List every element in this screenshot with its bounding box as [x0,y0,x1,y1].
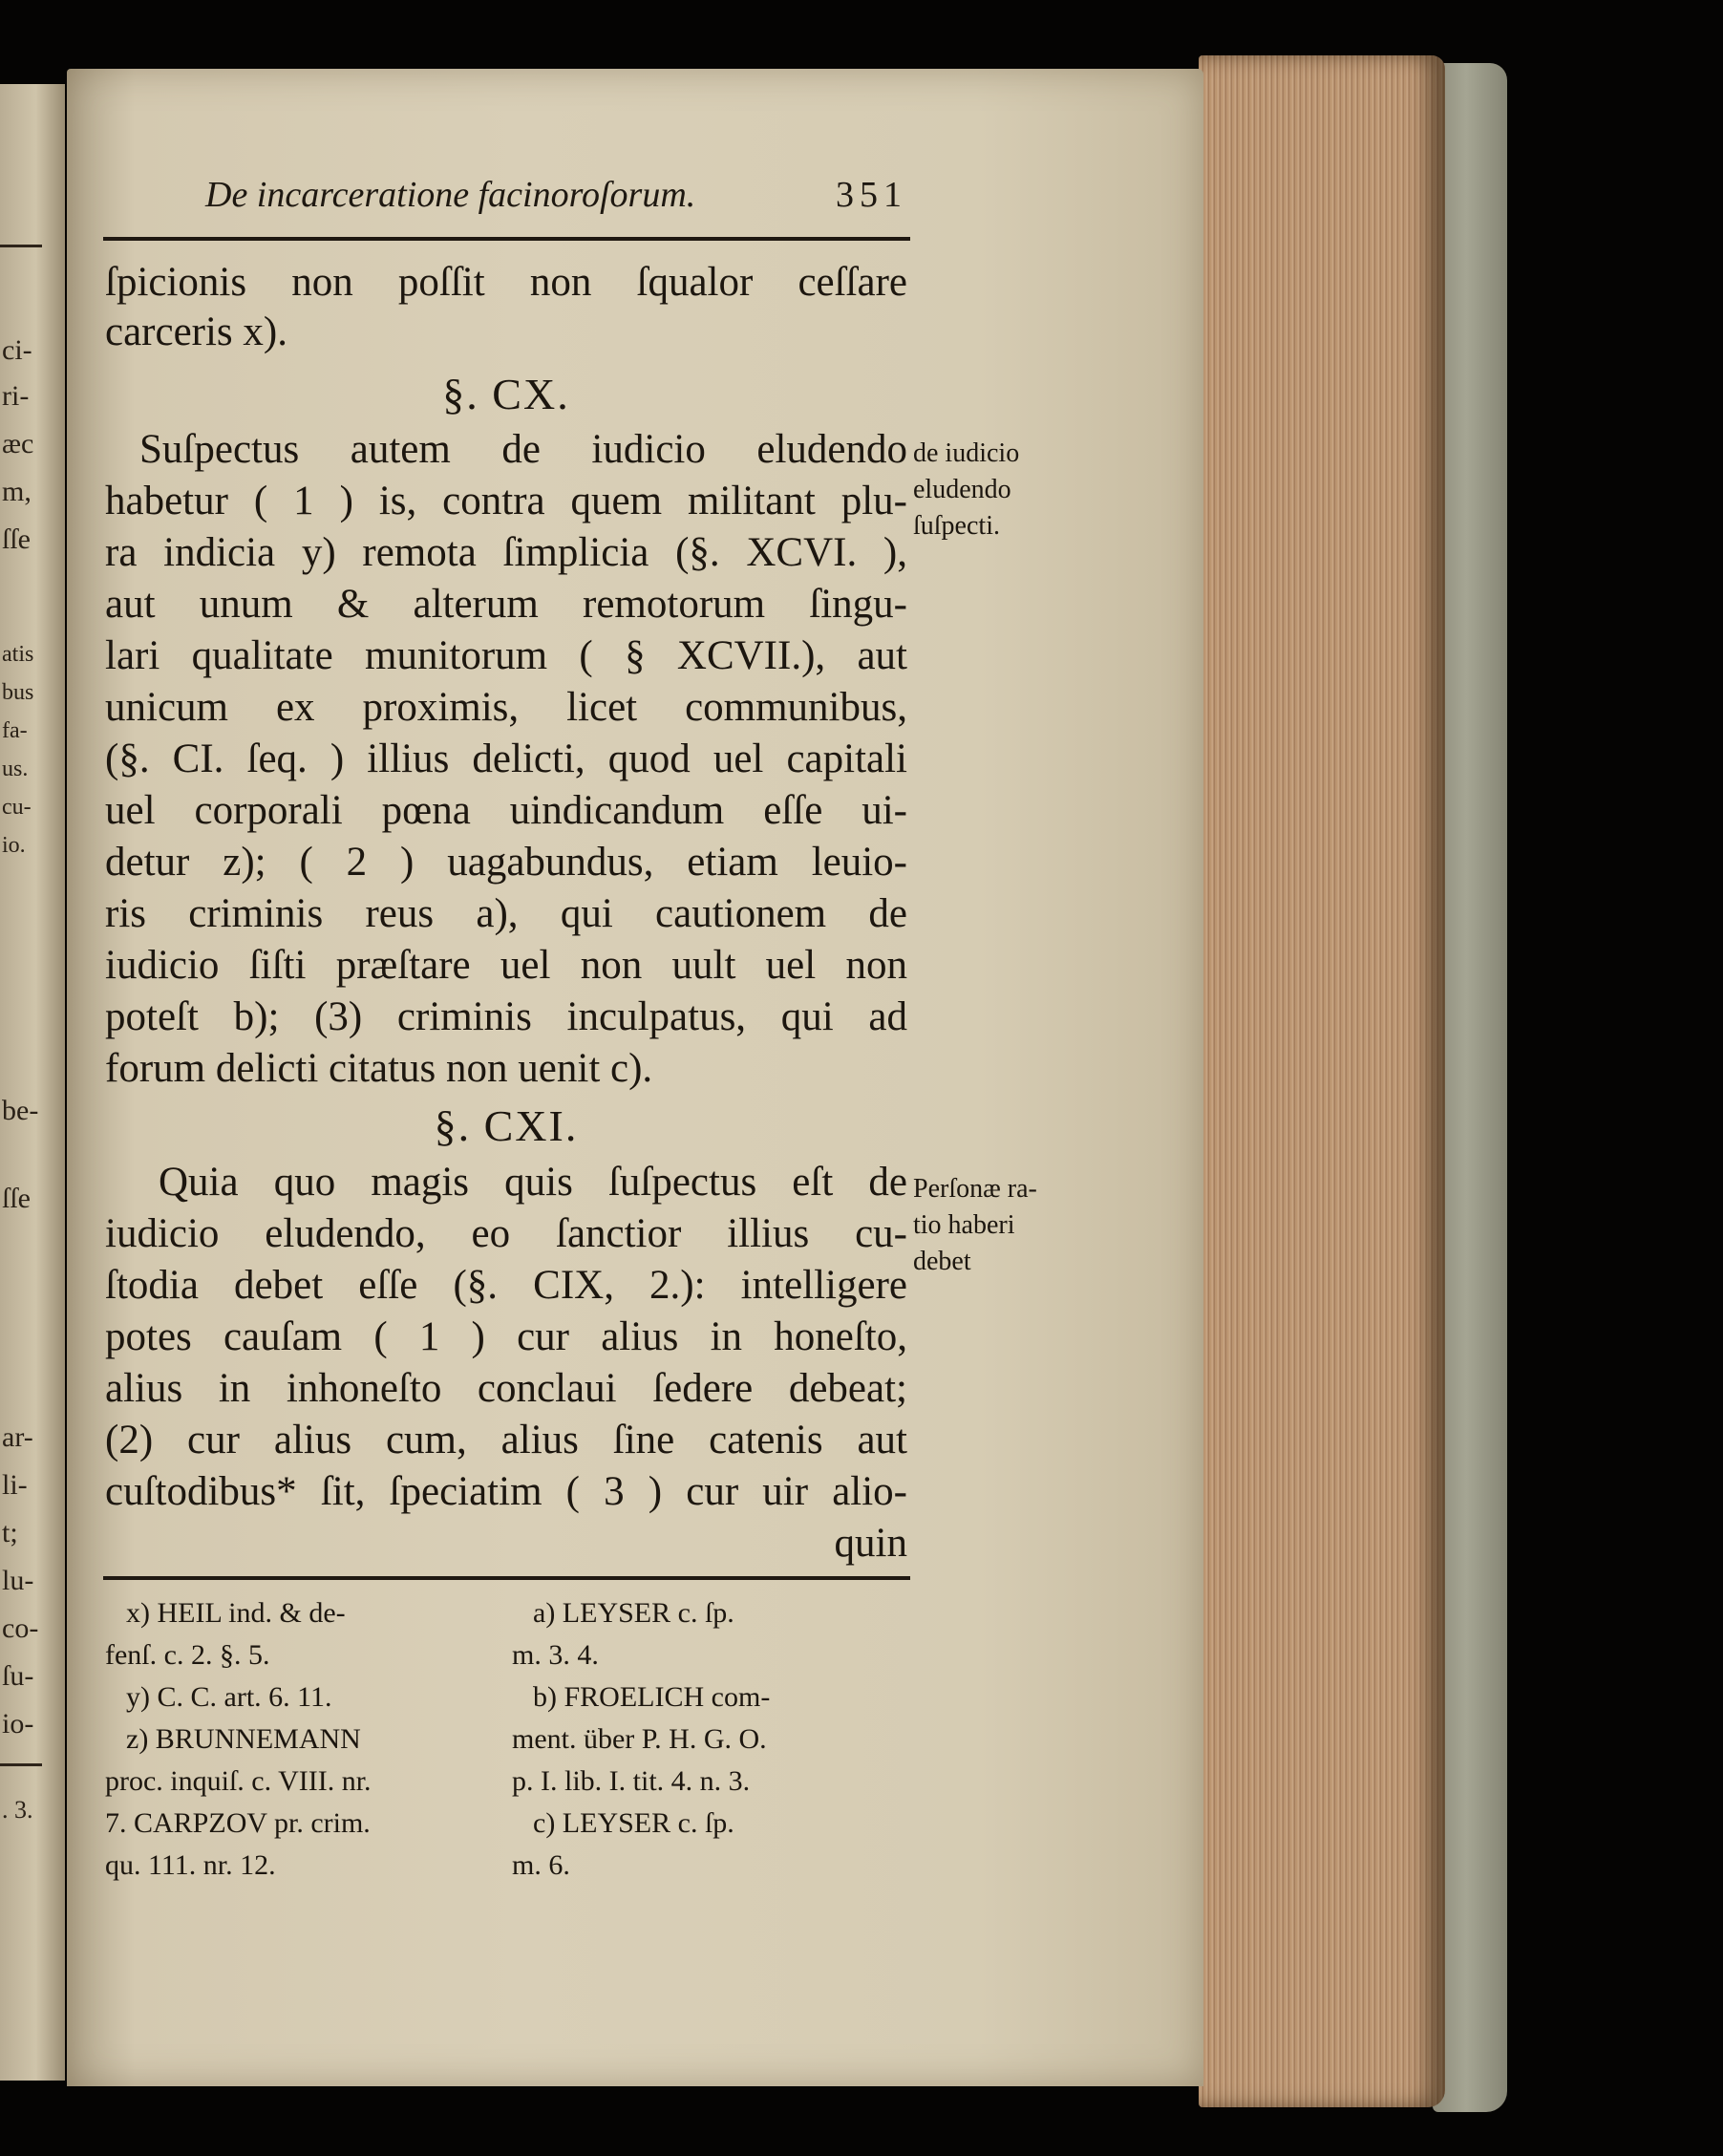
running-title: De incarceratione facinoroſorum. [205,175,696,215]
footnote-line: a) LEYSER c. ſp. [533,1597,734,1629]
footnote-line: x) HEIL ind. & de- [126,1597,346,1629]
margin-note: Perſonæ ra- [913,1174,1037,1204]
previous-page-fragment: m, [2,476,32,507]
text-line: aut unum & alterum remotorum ſingu- [105,582,907,627]
previous-page-fragment: t; [2,1517,18,1548]
footnote-rule [103,1576,910,1580]
header-rule [103,237,910,241]
previous-page-fragment: ar- [2,1421,33,1453]
text-line: Suſpectus autem de iudicio eludendo [139,427,907,472]
page-number: 351 [836,175,907,215]
footnote-line: b) FROELICH com- [533,1681,771,1713]
previous-page-fragment: atis [2,642,34,667]
footnote-line: m. 3. 4. [512,1639,599,1671]
footnote-line: m. 6. [512,1849,570,1881]
margin-note: ſuſpecti. [913,511,1000,541]
previous-page-fragment: li- [2,1469,28,1501]
text-line: ris criminis reus a), qui cautionem de [105,891,907,936]
text-line: uel corporali pœna uindicandum eſſe ui- [105,788,907,833]
catchword: quin [834,1521,907,1566]
footnote-line: fenſ. c. 2. §. 5. [105,1639,270,1671]
margin-note: tio haberi [913,1210,1015,1240]
section-heading: §. CXI. [434,1101,579,1150]
footnote-line: qu. 111. nr. 12. [105,1849,276,1881]
text-line: cuſtodibus* ſit, ſpeciatim ( 3 ) cur uir alio- [105,1469,907,1514]
text-line: iudicio eludendo, eo ſanctior illius cu- [105,1211,907,1256]
footnote-line: z) BRUNNEMANN [126,1723,361,1755]
previous-page-rule [0,1763,42,1766]
previous-page-fragment: ci- [2,334,32,366]
text-line: Quia quo magis quis ſuſpectus eſt de [159,1160,907,1205]
text-line: carceris x). [105,310,287,354]
margin-note: eludendo [913,475,1011,504]
text-line: (§. CI. ſeq. ) illius delicti, quod uel capitali [105,736,907,781]
text-line: ra indicia y) remota ſimplicia (§. XCVI. ), [105,530,907,575]
section-heading: §. CX. [442,370,570,418]
previous-page-fragment: co- [2,1612,39,1644]
footnote-line: ment. über P. H. G. O. [512,1723,767,1755]
footnote-line: 7. CARPZOV pr. crim. [105,1807,371,1839]
text-line: lari qualitate munitorum ( § XCVII.), aut [105,633,907,678]
previous-page-fragment: io. [2,833,26,858]
text-line: ſtodia debet eſſe (§. CIX, 2.): intelligere [105,1263,907,1308]
previous-page-fragment: . 3. [2,1796,33,1824]
previous-page-fragment: ſſe [2,523,31,555]
previous-page-fragment: æc [2,428,34,459]
previous-page-fragment: ſſe [2,1183,31,1214]
previous-page-fragment: ſu- [2,1660,34,1692]
margin-note: de iudicio [913,438,1020,468]
margin-note: debet [913,1247,971,1276]
running-head [205,174,907,222]
previous-page-fragment: ri- [2,380,30,412]
footnote-line: c) LEYSER c. ſp. [533,1807,734,1839]
text-line: detur z); ( 2 ) uagabundus, etiam leuio- [105,840,907,885]
book-page-edges [1199,55,1445,2107]
previous-page-fragment: be- [2,1095,39,1126]
footnote-line: proc. inquiſ. c. VIII. nr. [105,1765,372,1797]
text-line: poteſt b); (3) criminis inculpatus, qui ad [105,994,907,1039]
footnote-line: y) C. C. art. 6. 11. [126,1681,332,1713]
text-line: alius in inhoneſto conclaui ſedere debeat; [105,1366,907,1411]
text-line: habetur ( 1 ) is, contra quem militant plu- [105,479,907,523]
previous-page-rule [0,245,42,247]
previous-page-edge [0,84,65,2081]
previous-page-fragment: lu- [2,1565,34,1596]
previous-page-fragment: bus [2,680,34,705]
text-line: unicum ex proximis, licet communibus, [105,685,907,730]
previous-page-fragment: cu- [2,795,32,820]
previous-page-fragment: us. [2,757,29,781]
text-line: ſpicionis non poſſit non ſqualor ceſſare [105,260,907,305]
text-line: (2) cur alius cum, alius ſine catenis aut [105,1418,907,1462]
text-line: forum delicti citatus non uenit c). [105,1046,653,1091]
text-line: potes cauſam ( 1 ) cur alius in honeſto, [105,1314,907,1359]
previous-page-fragment: io- [2,1708,34,1740]
text-line: iudicio ſiſti præſtare uel non uult uel non [105,943,907,988]
footnote-line: p. I. lib. I. tit. 4. n. 3. [512,1765,751,1797]
previous-page-fragment: fa- [2,718,28,743]
